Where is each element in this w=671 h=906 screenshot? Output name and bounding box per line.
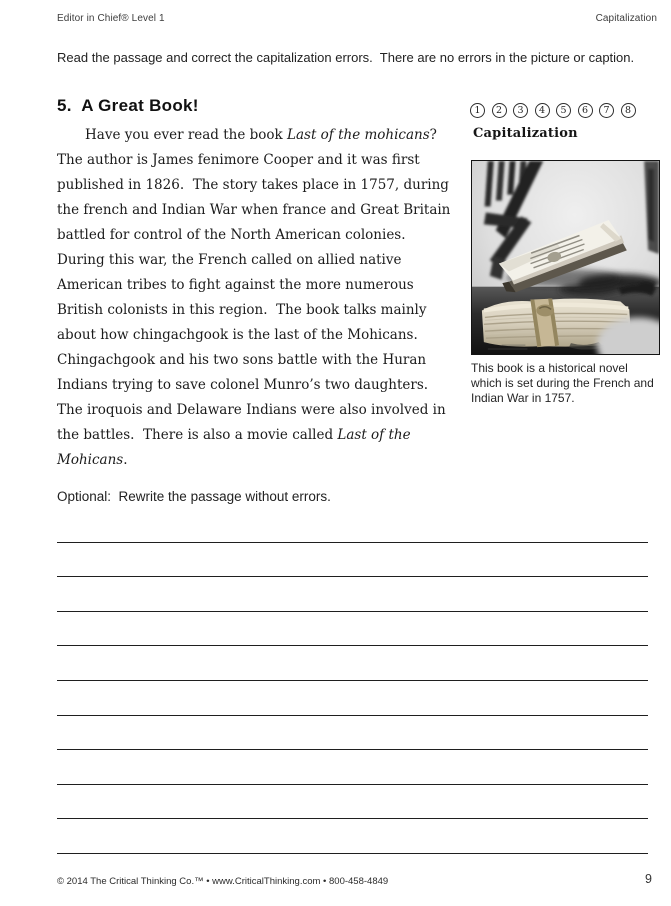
error-count-circle-3: 3 (513, 103, 528, 118)
footer-copyright: © 2014 The Critical Thinking Co.™ • www.CriticalThinking.com • 800-458-4849 (57, 876, 389, 887)
answer-line-2[interactable] (57, 576, 648, 577)
error-count-circle-8: 8 (621, 103, 636, 118)
optional-prompt: Optional: Rewrite the passage without errors. (57, 489, 331, 504)
answer-line-7[interactable] (57, 749, 648, 750)
error-type-label: Capitalization (473, 126, 578, 141)
passage-segment: . (123, 452, 128, 468)
passage-segment: ? The author is James fenimore Cooper and it was first published in 1826. The story takes place in 1757, during the french and Indian War when france and Great Britain battled for control of the North American colonies. During this war, the French called on allied native American tribes to fight against the more numerous British colonists in this region. The book talks mainly about how chingachgook is the last of the Mohicans. Chingachgook and his two sons battle with the Huran Indians trying to save colonel Munro’s two daughters. The iroquois and Delaware Indians were also involved in the battles. There is also a movie called (57, 127, 455, 443)
header-book-title: Editor in Chief® Level 1 (57, 13, 165, 24)
answer-line-10[interactable] (57, 853, 648, 854)
answer-line-4[interactable] (57, 645, 648, 646)
instruction-text: Read the passage and correct the capitalization errors. There are no errors in the picture or caption. (57, 50, 635, 65)
error-count-circle-5: 5 (556, 103, 571, 118)
exercise-title: 5. A Great Book! (57, 96, 199, 115)
answer-line-9[interactable] (57, 818, 648, 819)
error-count-circle-4: 4 (535, 103, 550, 118)
book-title-italic: Last of the mohicans (287, 127, 430, 143)
photo-caption: This book is a historical novel which is set during the French and Indian War in 1757. (471, 361, 654, 405)
answer-line-6[interactable] (57, 715, 648, 716)
error-count-circle-1: 1 (470, 103, 485, 118)
error-count-circle-2: 2 (492, 103, 507, 118)
historical-book-photo (471, 160, 660, 355)
passage-segment: Have you ever read the book (85, 127, 288, 143)
answer-line-5[interactable] (57, 680, 648, 681)
page-number: 9 (645, 872, 652, 886)
answer-line-3[interactable] (57, 611, 648, 612)
passage-text (57, 123, 461, 473)
header-section-name: Capitalization (595, 13, 657, 24)
book-title-italic: Last of the Mohicans (57, 427, 415, 468)
answer-line-8[interactable] (57, 784, 648, 785)
book-photo-illustration (472, 161, 659, 354)
error-count-circle-6: 6 (578, 103, 593, 118)
error-count-circle-7: 7 (599, 103, 614, 118)
answer-line-1[interactable] (57, 542, 648, 543)
error-count-circles (470, 103, 636, 118)
